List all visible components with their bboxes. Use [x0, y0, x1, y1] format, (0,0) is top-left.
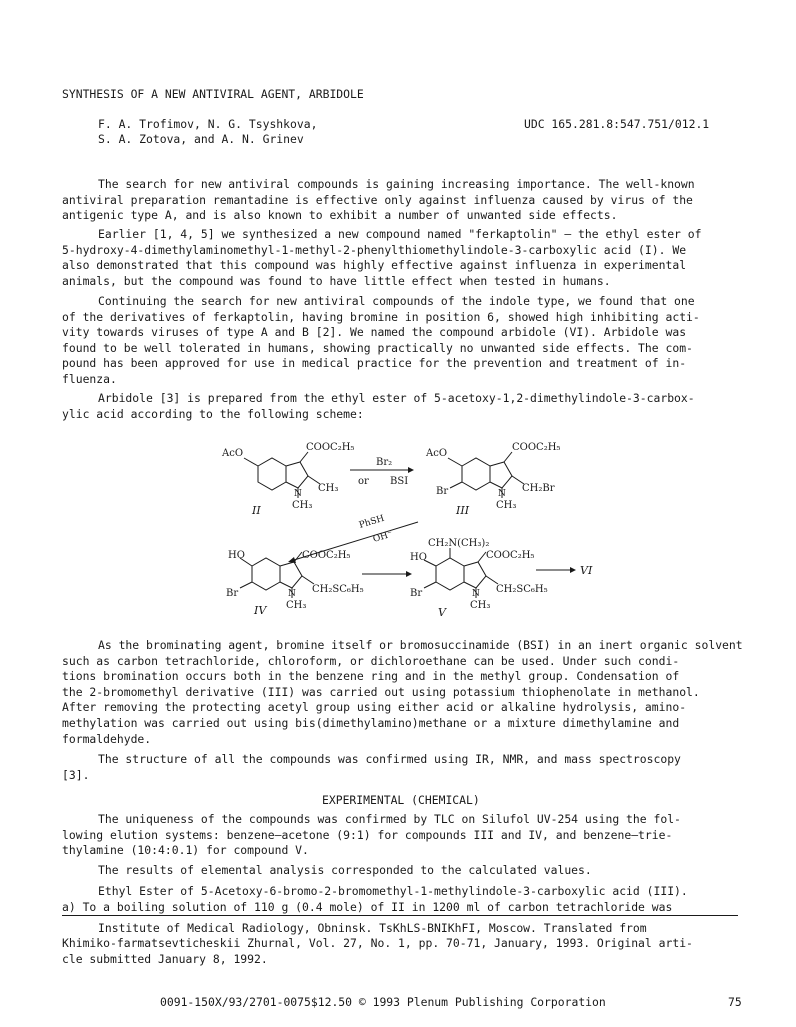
text-line: The results of elemental analysis corresponded to the calculated values.: [98, 863, 592, 877]
group-label: N: [498, 489, 506, 499]
text-line: Earlier [1, 4, 5] we synthesized a new compound named "ferkaptolin" — the ethyl ester of: [98, 227, 702, 241]
text-line: 5-hydroxy-4-dimethylaminomethyl-1-methyl-2-phenylthiomethylindole-3-carboxylic acid (I). We: [62, 242, 687, 257]
udc-code: UDC 165.281.8:547.751/012.1: [524, 117, 710, 131]
group-label: CH₂N(CH₃)₂: [428, 538, 490, 549]
text-line: formaldehyde.: [62, 731, 152, 746]
text-line: After removing the protecting acetyl group using either acid or alkaline hydrolysis, amino-: [62, 700, 687, 715]
section-heading: EXPERIMENTAL (CHEMICAL): [322, 793, 480, 807]
copyright-line: 0091-150X/93/2701-0075$12.50 © 1993 Plenum Publishing Corporation: [160, 995, 606, 1009]
text-line: found to be well tolerated in humans, showing practically no unwanted side effects. The com-: [62, 340, 693, 355]
group-label: COOC₂H₅: [302, 550, 351, 561]
group-label: AcO: [222, 448, 244, 459]
paragraph-4: [62, 391, 742, 422]
indole-ring-ii: [244, 452, 320, 498]
text-line: such as carbon tetrachloride, chloroform, or dichloroethane can be used. Under such condi-: [62, 653, 680, 668]
group-label: CH₂SC₆H₅: [312, 584, 364, 595]
text-line: antiviral preparation remantadine is effective only against influenza caused by virus of the: [62, 192, 693, 207]
step-3-arrow: [362, 571, 412, 577]
text-line: tions bromination occurs both in the benzene ring and in the methyl group. Condensation of: [62, 669, 680, 684]
article-title: SYNTHESIS OF A NEW ANTIVIRAL AGENT, ARBIDOLE: [62, 87, 364, 101]
reagent-label: OH⁻: [371, 529, 394, 545]
step-4-arrow: [536, 567, 576, 573]
group-label: Br: [226, 588, 239, 599]
group-label: CH₃: [496, 500, 517, 511]
paragraph-7: [62, 812, 742, 859]
text-line: [3].: [62, 767, 90, 782]
text-line: a) To a boiling solution of 110 g (0.4 mole) of II in 1200 ml of carbon tetrachloride was: [62, 899, 673, 914]
group-label: HO: [410, 552, 427, 563]
text-line: of the derivatives of ferkaptolin, having bromine in position 6, showed high inhibiting acti-: [62, 309, 700, 324]
group-label: COOC₂H₅: [512, 442, 561, 453]
group-label: CH₃: [470, 600, 491, 611]
page-number: 75: [728, 995, 742, 1009]
group-label: CH₃: [286, 600, 307, 611]
text-line: animals, but the compound was found to have little effect when tested in humans.: [62, 273, 611, 288]
compound-number: II: [252, 504, 261, 517]
group-label: CH₃: [318, 483, 339, 494]
footnote-line: Khimiko-farmatsevticheskii Zhurnal, Vol. 27, No. 1, pp. 70-71, January, 1993. Original arti-: [62, 936, 693, 951]
compound-number: IV: [254, 604, 267, 617]
reagent-label: Br₂: [376, 457, 393, 468]
group-label: CH₂Br: [522, 483, 555, 494]
group-label: N: [472, 589, 480, 599]
text-line: The uniqueness of the compounds was confirmed by TLC on Silufol UV-254 using the fol-: [98, 812, 681, 826]
text-line: Arbidole [3] is prepared from the ethyl ester of 5-acetoxy-1,2-dimethylindole-3-carbox-: [98, 391, 695, 405]
text-line: fluenza.: [62, 371, 117, 386]
paragraph-9: [62, 884, 742, 915]
reagent-label: BSI: [390, 476, 409, 487]
text-line: the 2-bromomethyl derivative (III) was carried out using potassium thiophenolate in methanol.: [62, 684, 700, 699]
text-line: lowing elution systems: benzene—acetone (9:1) for compounds III and IV, and benzene—trie-: [62, 827, 673, 842]
text-line: thylamine (10:4:0.1) for compound V.: [62, 843, 309, 858]
authors-line-1: F. A. Trofimov, N. G. Tsyshkova,: [98, 117, 318, 131]
compound-number: V: [438, 606, 446, 619]
paragraph-5: [62, 638, 742, 747]
text-line: pound has been approved for use in medical practice for the prevention and treatment of in-: [62, 356, 687, 371]
text-line: The search for new antiviral compounds is gaining increasing importance. The well-known: [98, 177, 695, 191]
group-label: AcO: [426, 448, 448, 459]
group-label: CH₂SC₆H₅: [496, 584, 548, 595]
group-label: COOC₂H₅: [306, 442, 355, 453]
group-label: N: [288, 589, 296, 599]
text-line: methylation was carried out using bis(dimethylamino)methane or a mixture dimethylamine and: [62, 715, 680, 730]
paragraph-1: [62, 177, 742, 224]
paragraph-3: [62, 294, 742, 388]
footnote-line: Institute of Medical Radiology, Obninsk. TsKhLS-BNIKhFI, Moscow. Translated from: [98, 921, 647, 935]
footnote-line: cle submitted January 8, 1992.: [62, 951, 268, 966]
text-line: vity towards viruses of type A and B [2]. We named the compound arbidole (VI). Arbidole was: [62, 325, 687, 340]
compound-number: VI: [580, 564, 593, 577]
text-line: Continuing the search for new antiviral compounds of the indole type, we found that one: [98, 294, 695, 308]
group-label: COOC₂H₅: [486, 550, 535, 561]
paragraph-6: [62, 752, 742, 783]
group-label: Br: [436, 486, 449, 497]
authors-line-2: S. A. Zotova, and A. N. Grinev: [98, 132, 304, 146]
reagent-label: or: [358, 476, 369, 487]
group-label: HO: [228, 550, 245, 561]
paragraph-8: [62, 863, 742, 879]
group-label: N: [294, 489, 302, 499]
reaction-scheme: [200, 436, 600, 628]
text-line: also demonstrated that this compound was highly effective against influenza in experimental: [62, 258, 687, 273]
text-line: The structure of all the compounds was confirmed using IR, NMR, and mass spectroscopy: [98, 752, 681, 766]
group-label: CH₃: [292, 500, 313, 511]
indole-ring-iii: [448, 452, 524, 498]
group-label: Br: [410, 588, 423, 599]
text-line: As the brominating agent, bromine itself or bromosuccinamide (BSI) in an inert organic solvent: [98, 638, 743, 652]
paragraph-2: [62, 227, 742, 289]
footnote: [62, 921, 693, 967]
text-line: Ethyl Ester of 5-Acetoxy-6-bromo-2-bromomethyl-1-methylindole-3-carboxylic acid (III).: [98, 884, 688, 898]
compound-number: III: [456, 504, 470, 517]
text-line: antigenic type A, and is also known to exhibit a number of unwanted side effects.: [62, 208, 618, 223]
footnote-divider: [62, 915, 738, 916]
reagent-label: PhSH: [357, 513, 386, 531]
text-line: ylic acid according to the following scheme:: [62, 406, 364, 421]
